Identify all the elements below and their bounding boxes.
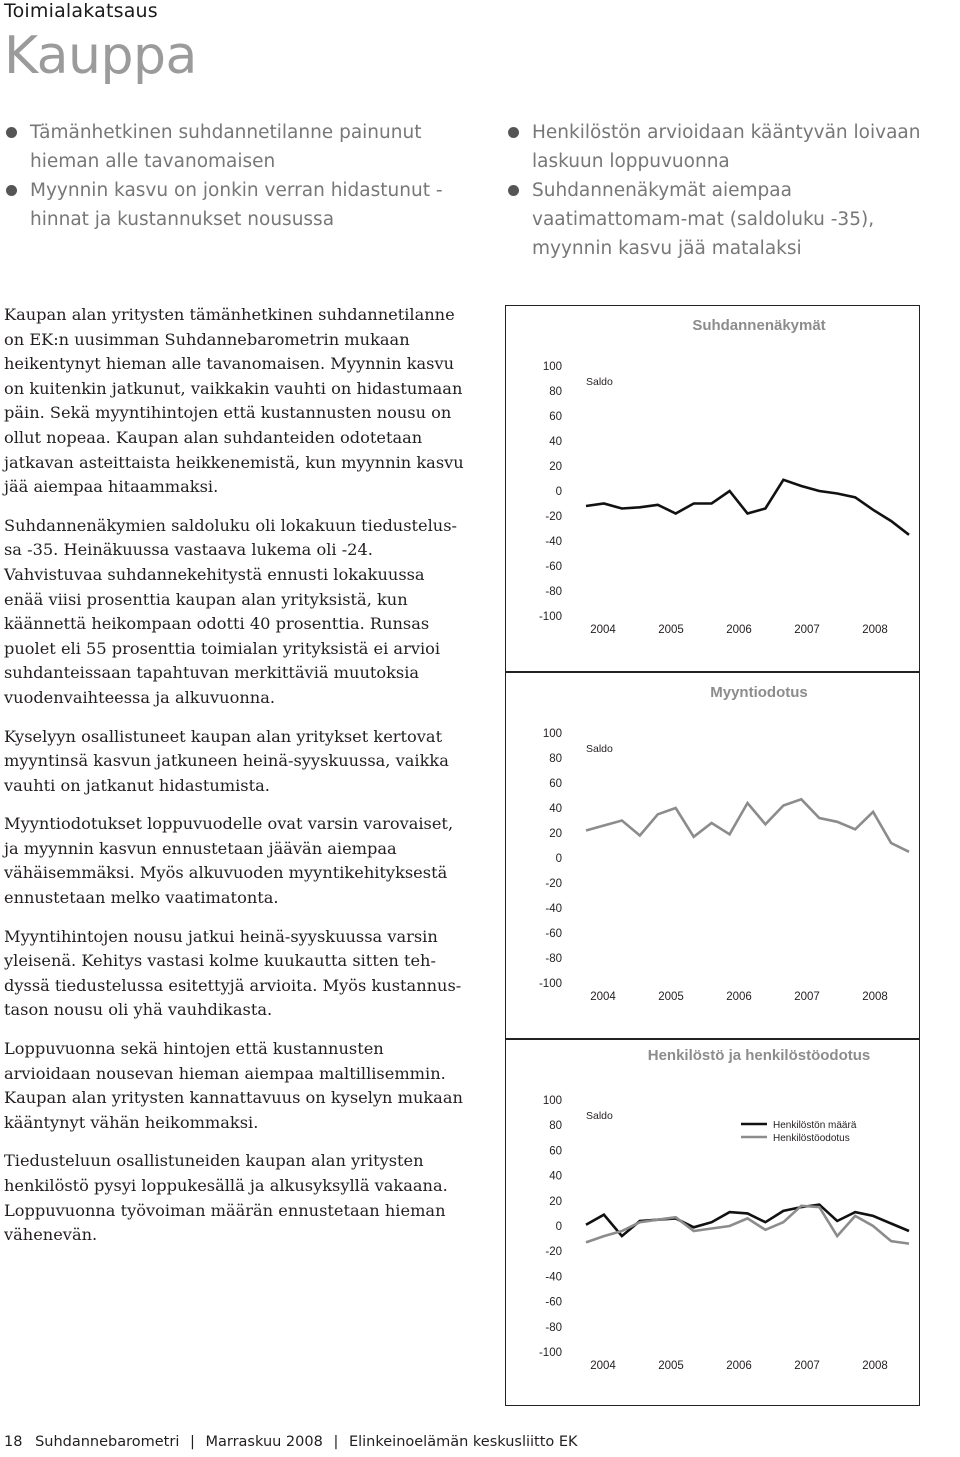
y-tick-label: 80	[549, 753, 562, 765]
y-tick-label: 100	[542, 728, 562, 740]
x-tick-label: 2006	[726, 624, 752, 636]
publication-name: Suhdannebarometri	[35, 1434, 180, 1450]
highlight-item	[4, 176, 459, 234]
chart-svg	[506, 1040, 919, 1385]
chart-myyntiodotus	[505, 672, 920, 1039]
highlight-item	[506, 176, 926, 263]
footer-separator: |	[189, 1434, 195, 1450]
bullet-dot-icon	[6, 185, 17, 196]
article-body	[4, 303, 469, 1262]
y-tick-label: 100	[542, 1095, 562, 1107]
y-tick-label: -80	[545, 1321, 562, 1334]
issue-name: Marraskuu 2008	[205, 1434, 323, 1450]
highlight-text: Myynnin kasvu on jonkin verran hidastunut - hinnat ja kustannukset nousussa	[30, 180, 443, 230]
chart-svg	[506, 673, 919, 1038]
highlight-item	[506, 118, 926, 176]
y-tick-label: 0	[555, 486, 562, 498]
x-tick-label: 2004	[590, 991, 616, 1003]
highlights-left	[4, 118, 459, 234]
y-tick-label: 20	[549, 461, 562, 473]
legend-label: Henkilöstön määrä	[773, 1120, 857, 1131]
x-tick-label: 2005	[658, 1360, 684, 1372]
x-tick-label: 2007	[794, 991, 820, 1003]
y-tick-label: 40	[549, 436, 562, 448]
chart-suhdannenakymat	[505, 305, 920, 672]
y-tick-label: 40	[549, 803, 562, 815]
page-title: Kauppa	[4, 26, 197, 86]
y-tick-label: 0	[555, 853, 562, 865]
y-tick-label: 20	[549, 1195, 562, 1208]
y-tick-label: -60	[545, 928, 562, 940]
y-tick-label: -100	[538, 978, 562, 990]
y-tick-label: 100	[542, 361, 562, 373]
series-line	[586, 480, 909, 535]
y-tick-label: -80	[545, 586, 562, 598]
y-axis-label: Saldo	[586, 376, 613, 388]
body-paragraph: Kyselyyn osallistuneet kaupan alan yritykset kertovat myyntinsä kasvun jatkuneen heinä-syyskuussa, vaikka vauhti on jatkanut hidastumista.	[4, 726, 449, 795]
page-footer	[4, 1434, 578, 1450]
body-paragraph: Suhdannenäkymien saldoluku oli lokakuun tiedustelus-sa -35. Heinäkuussa vastaava lukema oli -24. Vahvistuvaa suhdannekehitystä ennusti lokakuussa enää viisi prosenttia kaupan alan yrityksistä, kun käännettä heikompaan odotti 40 prosenttia. Runsas puolet eli 55 prosenttia toimialan yrityksistä ei arvioi suhdanteissaan tapahtuvan merkittäviä muutoksia vuodenvaihteessa ja alkuvuonna.	[4, 515, 457, 707]
body-paragraph: Loppuvuonna sekä hintojen että kustannusten arvioidaan nousevan hieman aiempaa maltillisemmin. Kaupan alan yritysten kannattavuus on kyselyn mukaan kääntynyt vähän heikommaksi.	[4, 1039, 463, 1132]
publisher-name: Elinkeinoelämän keskusliitto EK	[348, 1434, 578, 1450]
chart-title: Henkilöstö ja henkilöstöodotus	[647, 1047, 871, 1064]
footer-separator: |	[333, 1434, 339, 1450]
series-line	[586, 799, 909, 852]
x-tick-label: 2008	[862, 1360, 888, 1372]
highlight-text: Suhdannenäkymät aiempaa vaatimattomam-mat (saldoluku -35), myynnin kasvu jää matalaksi	[532, 180, 875, 259]
x-tick-label: 2007	[794, 624, 820, 636]
y-tick-label: 40	[549, 1170, 562, 1183]
page-number: 18	[4, 1434, 23, 1450]
chart-henkilosto	[505, 1039, 920, 1406]
body-paragraph: Tiedusteluun osallistuneiden kaupan alan yritysten henkilöstö pysyi loppukesällä ja alkusyksyllä vakaana. Loppuvuonna työvoiman määrän ennustetaan hieman vähenevän.	[4, 1151, 448, 1245]
y-tick-label: -60	[545, 561, 562, 573]
highlight-item	[4, 118, 459, 176]
bullet-dot-icon	[6, 127, 17, 138]
legend-label: Henkilöstöodotus	[773, 1133, 850, 1144]
body-paragraph: Myyntihintojen nousu jatkui heinä-syyskuussa varsin yleisenä. Kehitys vastasi kolme kuukautta sitten teh-dyssä tiedustelussa esitettyjä arvioita. Myös kustannus-tason nousu oli yhä vauhdikasta.	[4, 926, 462, 1020]
y-tick-label: -20	[545, 878, 562, 890]
y-tick-label: -20	[545, 511, 562, 523]
y-tick-label: -80	[545, 953, 562, 965]
y-tick-label: 80	[549, 1120, 562, 1133]
bullet-dot-icon	[508, 185, 519, 196]
x-tick-label: 2007	[794, 1360, 820, 1372]
chart-title: Suhdannenäkymät	[692, 317, 826, 334]
section-label: Toimialakatsaus	[4, 0, 158, 22]
series-line	[586, 1206, 909, 1244]
y-tick-label: -60	[545, 1296, 562, 1309]
bullet-dot-icon	[508, 127, 519, 138]
highlight-text: Tämänhetkinen suhdannetilanne painunut hieman alle tavanomaisen	[30, 122, 422, 172]
x-tick-label: 2008	[862, 624, 888, 636]
x-tick-label: 2006	[726, 991, 752, 1003]
y-axis-label: Saldo	[586, 1110, 613, 1122]
chart-svg	[506, 306, 919, 671]
chart-title: Myyntiodotus	[710, 684, 808, 701]
x-tick-label: 2005	[658, 991, 684, 1003]
x-tick-label: 2008	[862, 991, 888, 1003]
y-tick-label: 20	[549, 828, 562, 840]
y-tick-label: -100	[538, 1347, 562, 1359]
y-tick-label: -40	[545, 1271, 562, 1284]
y-tick-label: 60	[549, 778, 562, 790]
y-tick-label: 60	[549, 411, 562, 423]
y-tick-label: 60	[549, 1145, 562, 1158]
x-tick-label: 2004	[590, 1360, 616, 1372]
y-tick-label: 80	[549, 386, 562, 398]
y-tick-label: -100	[538, 611, 562, 623]
body-paragraph: Myyntiodotukset loppuvuodelle ovat varsin varovaiset, ja myynnin kasvun ennustetaan jäävän aiempaa vähäisemmäksi. Myös alkuvuoden myyntikehityksestä ennustetaan melko vaatimatonta.	[4, 814, 454, 908]
y-tick-label: 0	[555, 1221, 562, 1233]
highlights-right	[506, 118, 926, 263]
x-tick-label: 2005	[658, 624, 684, 636]
x-tick-label: 2004	[590, 624, 616, 636]
body-paragraph: Kaupan alan yritysten tämänhetkinen suhdannetilanne on EK:n uusimman Suhdannebarometrin mukaan heikentynyt hieman alle tavanomaisen. Myynnin kasvu on kuitenkin jatkunut, vaikkakin vauhti on hidastumaan päin. Sekä myyntihintojen että kustannusten nousu on ollut nopeaa. Kaupan alan suhdanteiden odotetaan jatkavan asteittaista heikkenemistä, kun myynnin kasvu jää aiempaa hitaammaksi.	[4, 305, 464, 497]
y-tick-label: -40	[545, 536, 562, 548]
y-axis-label: Saldo	[586, 743, 613, 755]
y-tick-label: -40	[545, 903, 562, 915]
x-tick-label: 2006	[726, 1360, 752, 1372]
highlight-text: Henkilöstön arvioidaan kääntyvän loivaan laskuun loppuvuonna	[532, 122, 921, 172]
y-tick-label: -20	[545, 1246, 562, 1259]
